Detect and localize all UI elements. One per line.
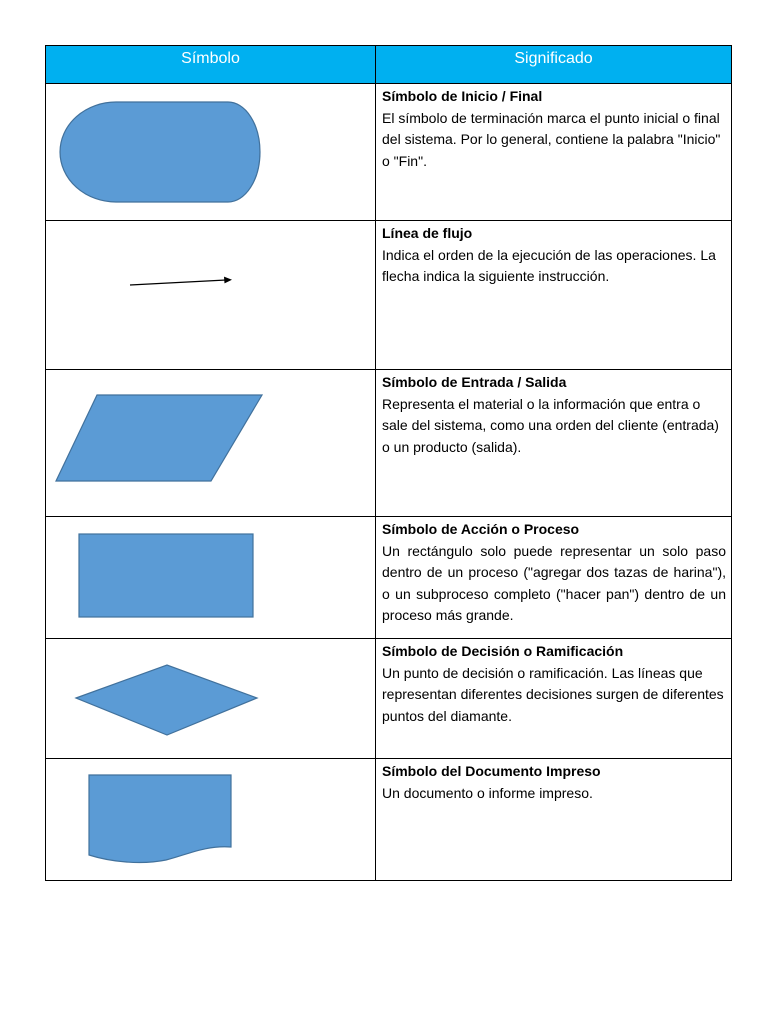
symbol-description: El símbolo de terminación marca el punto inicial o final del sistema. Por lo general, contiene la palabra "Inicio" o "Fin". [382,109,721,169]
symbol-cell [46,221,376,370]
symbol-description: Un documento o informe impreso. [382,784,593,801]
symbol-cell [46,84,376,221]
symbol-cell [46,517,376,639]
meaning-cell [376,221,732,370]
symbol-title: Símbolo de Entrada / Salida [382,374,567,390]
symbol-cell [46,370,376,517]
flowchart-symbols-sheet [45,45,731,881]
symbol-cell [46,759,376,881]
meaning-cell [376,370,732,517]
symbol-title: Línea de flujo [382,225,473,241]
table-row [46,370,732,517]
symbol-description: Indica el orden de la ejecución de las operaciones. La flecha indica la siguiente instrucción. [382,246,716,284]
table-row [46,517,732,639]
terminator-shape [46,84,375,220]
diamond-shape [46,639,375,758]
symbol-title: Símbolo de Inicio / Final [382,88,543,104]
flow-arrow [46,221,375,369]
header-symbol: Símbolo [46,46,376,84]
symbol-description: Representa el material o la información que entra o sale del sistema, como una orden del cliente (entrada) o un producto (salida). [382,395,719,455]
table-row [46,639,732,759]
symbol-description: Un rectángulo solo puede representar un solo paso dentro de un proceso ("agregar dos tazas de harina"), o un subproceso completo ("hacer pan") dentro de un proceso más grande. [382,542,726,623]
rectangle-shape [46,517,375,638]
symbol-cell [46,639,376,759]
symbol-title: Símbolo de Decisión o Ramificación [382,643,624,659]
symbol-title: Símbolo de Acción o Proceso [382,521,580,537]
table-row [46,759,732,881]
meaning-cell [376,639,732,759]
parallelogram-shape [46,370,375,516]
table-row [46,84,732,221]
header-meaning: Significado [376,46,732,84]
table-row [46,221,732,370]
symbol-title: Símbolo del Documento Impreso [382,763,601,779]
symbols-table [45,45,732,881]
meaning-cell [376,759,732,881]
symbol-description: Un punto de decisión o ramificación. Las líneas que representan diferentes decisiones surgen de diferentes puntos del diamante. [382,664,724,724]
meaning-cell [376,517,732,639]
meaning-cell [376,84,732,221]
table-header-row [46,46,732,84]
document-shape [46,759,375,880]
